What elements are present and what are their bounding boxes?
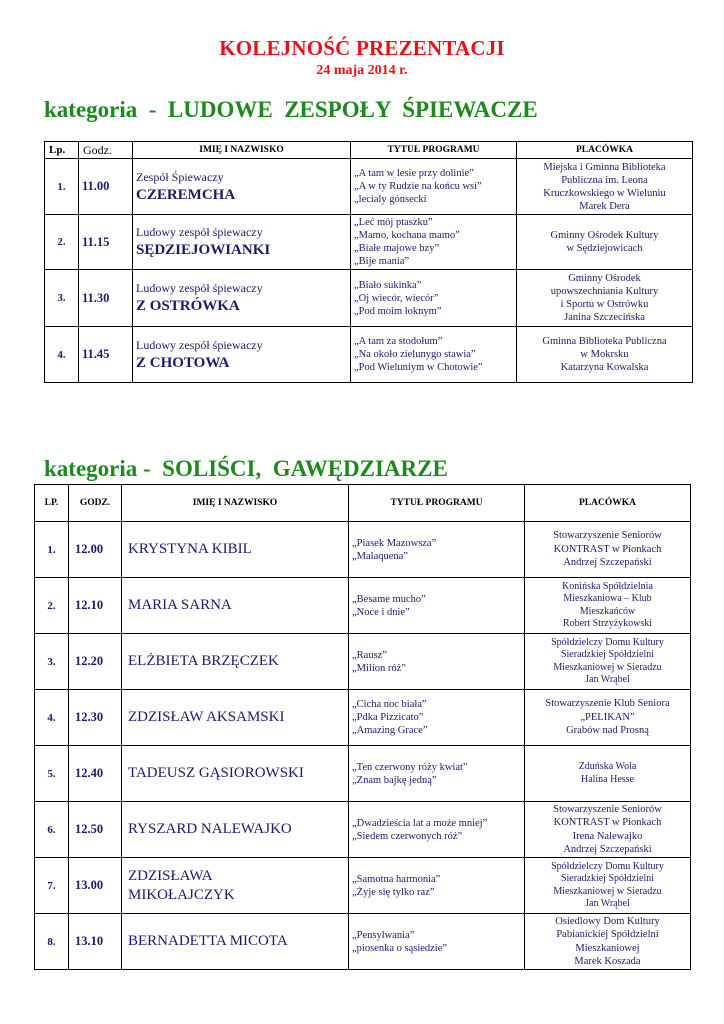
program-line: „Pod moim łoknym” — [354, 305, 442, 317]
row-number: 4. — [35, 690, 69, 746]
row-number: 1. — [35, 522, 69, 578]
row-program — [351, 327, 517, 383]
row-performer — [133, 327, 351, 383]
performer-name: ZDZISŁAW AKSAMSKI — [128, 709, 285, 725]
institution-line: Andrzej Szczepański — [563, 844, 652, 855]
row-institution — [517, 159, 693, 215]
program-line: „Znam bajkę jedną” — [352, 774, 437, 786]
row-institution — [525, 578, 691, 634]
row-institution — [525, 634, 691, 690]
institution-line: i Sportu w Ostrówku — [560, 299, 649, 310]
performer-name: ZDZISŁAWA — [128, 867, 213, 884]
institution-line: Gminny Ośrodek Kultury — [550, 230, 659, 241]
program-line: „Milion róż” — [352, 662, 406, 674]
program-line: „A tam za stodołum” — [354, 336, 443, 347]
performer-name: Z CHOTOWA — [136, 354, 230, 371]
table-row — [35, 522, 691, 578]
table-row — [35, 578, 691, 634]
institution-line: w Sędziejowicach — [566, 243, 643, 254]
row-program — [351, 215, 517, 270]
row-time: 11.45 — [79, 327, 133, 383]
category-heading-ludowe: kategoria - LUDOWE ZESPOŁY ŚPIEWACZE — [44, 97, 538, 122]
program-line: „Żyje się tylko raz” — [352, 886, 435, 898]
table-header-row — [45, 142, 693, 159]
institution-line: Osiedlowy Dom Kultury — [555, 915, 660, 927]
row-time: 12.00 — [69, 522, 122, 578]
institution-line: Marek Koszada — [574, 956, 641, 967]
program-line: „Malaquena” — [352, 550, 408, 562]
table-row — [35, 690, 691, 746]
row-time: 11.00 — [79, 159, 133, 215]
performer-name: BERNADETTA MICOTA — [128, 933, 288, 949]
institution-line: Mieszkaniowej — [575, 942, 640, 954]
institution-line: Gminna Biblioteka Publiczna — [542, 336, 667, 347]
institution-line: Publiczna im. Leona — [561, 174, 648, 186]
institution-line: Spółdzielczy Domu Kultury — [551, 860, 664, 872]
institution-line: „PELIKAN” — [580, 711, 635, 723]
column-header-place: PLACÓWKA — [525, 485, 691, 522]
institution-line: Mieszkaniowej w Sieradzu — [553, 885, 662, 897]
institution-line: Spółdzielczy Domu Kultury — [551, 636, 664, 648]
row-time: 12.40 — [69, 746, 122, 802]
row-institution — [525, 746, 691, 802]
row-performer — [122, 690, 349, 746]
row-performer — [133, 215, 351, 270]
institution-line: Kruczkowskiego w Wieluniu — [543, 187, 666, 199]
institution-line: Stowarzyszenie Klub Seniora — [545, 698, 670, 710]
institution-line: Konińska Spółdzielnia — [562, 580, 653, 592]
table-row — [35, 746, 691, 802]
row-institution — [525, 858, 691, 914]
program-line: „Pdka Pizzicato” — [352, 712, 424, 723]
row-performer — [122, 522, 349, 578]
institution-line: w Mokrsku — [580, 349, 629, 360]
row-number: 5. — [35, 746, 69, 802]
row-performer — [122, 802, 349, 858]
program-line: „Pod Wieluniym w Chotowie” — [354, 362, 483, 373]
performer-name: Z OSTRÓWKA — [136, 298, 240, 314]
row-program — [349, 522, 525, 578]
row-performer — [122, 858, 349, 914]
row-program — [351, 159, 517, 215]
row-number: 6. — [35, 802, 69, 858]
row-performer — [122, 746, 349, 802]
performer-type: Ludowy zespół śpiewaczy — [136, 281, 263, 295]
column-header-name: IMIĘ I NAZWISKO — [133, 142, 351, 159]
row-time: 12.10 — [69, 578, 122, 634]
institution-line: Stowarzyszenie Seniorów — [553, 803, 662, 815]
row-institution — [525, 690, 691, 746]
row-program — [349, 914, 525, 970]
institution-line: Mieszkańców — [579, 605, 636, 617]
table-row — [35, 802, 691, 858]
institution-line: Marek Dera — [579, 200, 630, 212]
row-performer — [122, 578, 349, 634]
institution-line: Irena Nalewajko — [572, 830, 643, 842]
row-number: 4. — [45, 327, 79, 383]
row-program — [351, 270, 517, 327]
institution-line: Jan Wrąbel — [585, 898, 630, 909]
program-line: „A w ty Rudzie na końcu wsi” — [354, 181, 482, 192]
table-row — [45, 215, 693, 270]
program-line: „Białe majowe bzy” — [354, 243, 440, 254]
program-line: „Oj wiecór, wiecór” — [354, 292, 439, 304]
row-program — [349, 634, 525, 690]
column-header-name: IMIĘ I NAZWISKO — [122, 485, 349, 522]
performer-name: MIKOŁAJCZYK — [128, 886, 235, 903]
performer-name: TADEUSZ GĄSIOROWSKI — [128, 765, 304, 781]
program-line: „Rausz” — [352, 649, 387, 661]
program-line: „Noce i dnie” — [352, 606, 410, 618]
performer-name: KRYSTYNA KIBIL — [128, 541, 252, 557]
row-number: 3. — [45, 270, 79, 327]
program-line: „A tam w lesie przy dolinie” — [354, 168, 474, 179]
column-header-place: PLACÓWKA — [517, 142, 693, 159]
row-program — [349, 802, 525, 858]
row-number: 2. — [45, 215, 79, 270]
table-row — [35, 634, 691, 690]
row-program — [349, 858, 525, 914]
institution-line: Pabianickiej Spółdzielni — [556, 929, 659, 940]
row-performer — [133, 270, 351, 327]
column-header-program: TYTUŁ PROGRAMU — [349, 485, 525, 522]
row-time: 12.20 — [69, 634, 122, 690]
institution-line: KONTRAST w Pionkach — [553, 543, 662, 555]
program-line: „Mamo, kochana mamo” — [354, 230, 460, 241]
page-title: KOLEJNOŚĆ PREZENTACJI — [219, 36, 505, 60]
program-line: „Besame mucho” — [352, 593, 426, 605]
column-header-godz: GODZ. — [69, 485, 122, 522]
performer-name: MARIA SARNA — [128, 597, 232, 613]
column-header-lp: LP. — [35, 485, 69, 522]
table-row — [35, 914, 691, 970]
column-header-lp: Lp. — [45, 142, 79, 159]
table-solisci-gawedziarze — [34, 484, 691, 970]
table-ludowe-zespoly — [44, 141, 693, 383]
program-line: „Na około zielunygo stawia” — [354, 349, 476, 360]
performer-type: Ludowy zespół śpiewaczy — [136, 337, 263, 352]
program-line: „Biało sukinka” — [354, 279, 422, 291]
program-line: „Amazing Grace” — [352, 725, 428, 736]
column-header-program: TYTUŁ PROGRAMU — [351, 142, 517, 159]
program-line: „Bije mania” — [354, 256, 410, 267]
program-line: „piosenka o sąsiedzie” — [352, 942, 448, 954]
row-number: 8. — [35, 914, 69, 970]
table-row — [45, 270, 693, 327]
table-header-row — [35, 485, 691, 522]
table-row — [35, 858, 691, 914]
institution-line: KONTRAST w Pionkach — [553, 817, 662, 828]
row-program — [349, 746, 525, 802]
table-row — [45, 159, 693, 215]
program-line: „lecialy gónsecki — [354, 194, 427, 205]
row-number: 7. — [35, 858, 69, 914]
column-header-godz: Godz. — [79, 142, 133, 159]
row-time: 11.30 — [79, 270, 133, 327]
row-number: 3. — [35, 634, 69, 690]
row-program — [349, 690, 525, 746]
performer-name: ELŻBIETA BRZĘCZEK — [128, 653, 279, 669]
row-time: 13.00 — [69, 858, 122, 914]
institution-line: upowszechniania Kultury — [550, 286, 659, 297]
institution-line: Halina Hesse — [580, 773, 635, 785]
row-institution — [525, 522, 691, 578]
institution-line: Katarzyna Kowalska — [560, 362, 649, 373]
institution-line: Mieszkaniowej w Sieradzu — [553, 661, 662, 673]
category-heading-solisci: kategoria - SOLIŚCI, GAWĘDZIARZE — [44, 456, 448, 481]
institution-line: Andrzej Szczepański — [563, 557, 652, 569]
row-time: 12.30 — [69, 690, 122, 746]
institution-line: Miejska i Gminna Biblioteka — [543, 161, 666, 173]
institution-line: Grabów nad Prosną — [566, 725, 649, 737]
institution-line: Gminny Ośrodek — [568, 273, 641, 284]
row-number: 2. — [35, 578, 69, 634]
program-line: „Pensylwania” — [352, 929, 415, 941]
row-program — [349, 578, 525, 634]
row-institution — [517, 327, 693, 383]
row-institution — [525, 802, 691, 858]
performer-type: Zespół Śpiewaczy — [136, 169, 224, 184]
institution-line: Sieradzkiej Spółdzielni — [560, 649, 655, 660]
program-line: „Dwadzieścia lat a może mniej” — [352, 817, 488, 829]
performer-name: CZEREMCHA — [136, 186, 236, 203]
program-line: „Ten czerwony róży kwiat” — [352, 761, 468, 773]
row-institution — [517, 270, 693, 327]
institution-line: Robert Strzyżykowski — [562, 618, 653, 629]
institution-line: Stowarzyszenie Seniorów — [553, 530, 662, 542]
program-line: „Leć mój ptaszku” — [354, 217, 433, 228]
institution-line: Jan Wrąbel — [585, 674, 630, 685]
performer-type: Ludowy zespół śpiewaczy — [136, 225, 263, 239]
institution-line: Mieszkaniowa – Klub — [563, 593, 652, 604]
program-line: „Cicha noc biała” — [352, 699, 427, 710]
table-row — [45, 327, 693, 383]
row-performer — [122, 634, 349, 690]
institution-line: Janina Szczecińska — [564, 312, 645, 323]
institution-line: Zduńska Wola — [578, 761, 637, 772]
row-performer — [133, 159, 351, 215]
performer-name: SĘDZIEJOWIANKI — [136, 242, 271, 258]
row-time: 13.10 — [69, 914, 122, 970]
row-number: 1. — [45, 159, 79, 215]
institution-line: Sieradzkiej Spółdzielni — [560, 873, 655, 884]
program-line: „Samotna harmonia” — [352, 873, 441, 885]
row-institution — [525, 914, 691, 970]
performer-name: RYSZARD NALEWAJKO — [128, 821, 292, 837]
program-line: „Siedem czerwonych róż” — [352, 830, 463, 842]
row-time: 11.15 — [79, 215, 133, 270]
program-line: „Piasek Mazowsza” — [352, 537, 437, 549]
row-time: 12.50 — [69, 802, 122, 858]
row-performer — [122, 914, 349, 970]
row-institution — [517, 215, 693, 270]
page-date: 24 maja 2014 r. — [316, 63, 408, 78]
